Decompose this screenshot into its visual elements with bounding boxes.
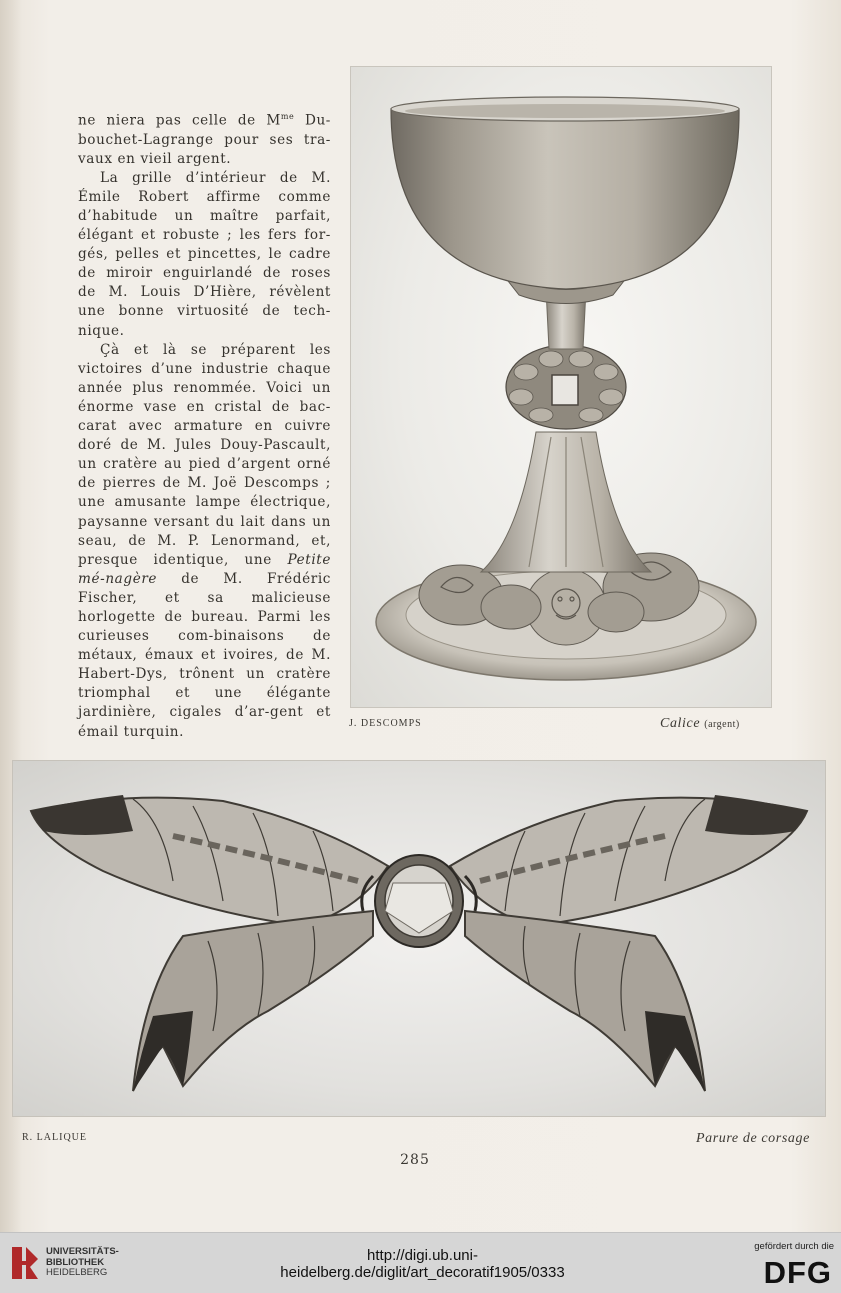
calice-material: (argent) — [704, 719, 740, 730]
page-number: 285 — [400, 1152, 430, 1168]
paragraph-text: La grille d’intérieur de M. Émile Robert affirme comme d’habitude un maître parfait, élégant et robuste ; les fers for-gés, pelles et pincettes, le cadre de miroir enguirlandé de roses de M. Louis D’Hière, révèlent une bonne virtuosité de tech-nique. — [78, 169, 331, 339]
body-paragraph — [78, 169, 331, 341]
calice-photo — [350, 66, 772, 708]
paragraph-text: ne niera pas celle de M — [78, 112, 281, 129]
institution-line-2: BIBLIOTHEK — [46, 1256, 105, 1268]
parure-photo — [12, 760, 826, 1117]
parure-title-caption: Parure de corsage — [696, 1131, 810, 1146]
university-library-name — [46, 1247, 119, 1279]
body-text-column — [78, 107, 331, 742]
calice-title-caption — [660, 716, 740, 732]
body-paragraph — [78, 107, 331, 169]
paragraph-text: Du-bouchet-Lagrange pour ses tra-vaux en vieil argent. — [78, 112, 331, 167]
viewer-footer — [0, 1232, 841, 1293]
university-logo-icon — [8, 1241, 42, 1285]
parure-artist-caption: R. LALIQUE — [22, 1132, 87, 1143]
institution-line-3: HEIDELBERG — [46, 1267, 108, 1278]
superscript-text: me — [280, 112, 295, 121]
paragraph-text: Çà et là se préparent les victoires d’une industrie chaque année plus renommée. Voici un énorme vase en cristal de bac-carat avec armature en cuivre doré de M. Jules Douy-Pascault, un cratère au pied d’argent orné de pierres de M. Joë Descomps ; une amusante lampe électrique, paysanne versant du lait dans un seau, de M. P. Lenormand, et, presque identique, une — [78, 341, 331, 568]
dfg-logo: DFG — [763, 1255, 832, 1290]
paragraph-text: de M. Frédéric Fischer, et sa malicieuse horlogette de bureau. Parmi les curieuses com-binaisons de métaux, émaux et ivoires, de M. Habert-Dys, trônent un cratère triomphal et une élégante jardinière, cigales d’ar-gent et émail turquin. — [78, 570, 331, 740]
calice-artist-caption: J. DESCOMPS — [349, 718, 422, 729]
institution-line-1: UNIVERSITÄTS- — [46, 1246, 119, 1257]
calice-title: Calice — [660, 716, 701, 731]
body-paragraph — [78, 341, 331, 742]
italic-title-text: Petite mé-nagère — [78, 551, 331, 587]
chalice-illustration — [351, 67, 771, 707]
funding-note: gefördert durch die — [754, 1241, 834, 1252]
permalink-url[interactable]: http://digi.ub.uni-heidelberg.de/diglit/art_decoratif1905/0333 — [280, 1247, 565, 1281]
butterfly-brooch-illustration — [13, 761, 825, 1116]
